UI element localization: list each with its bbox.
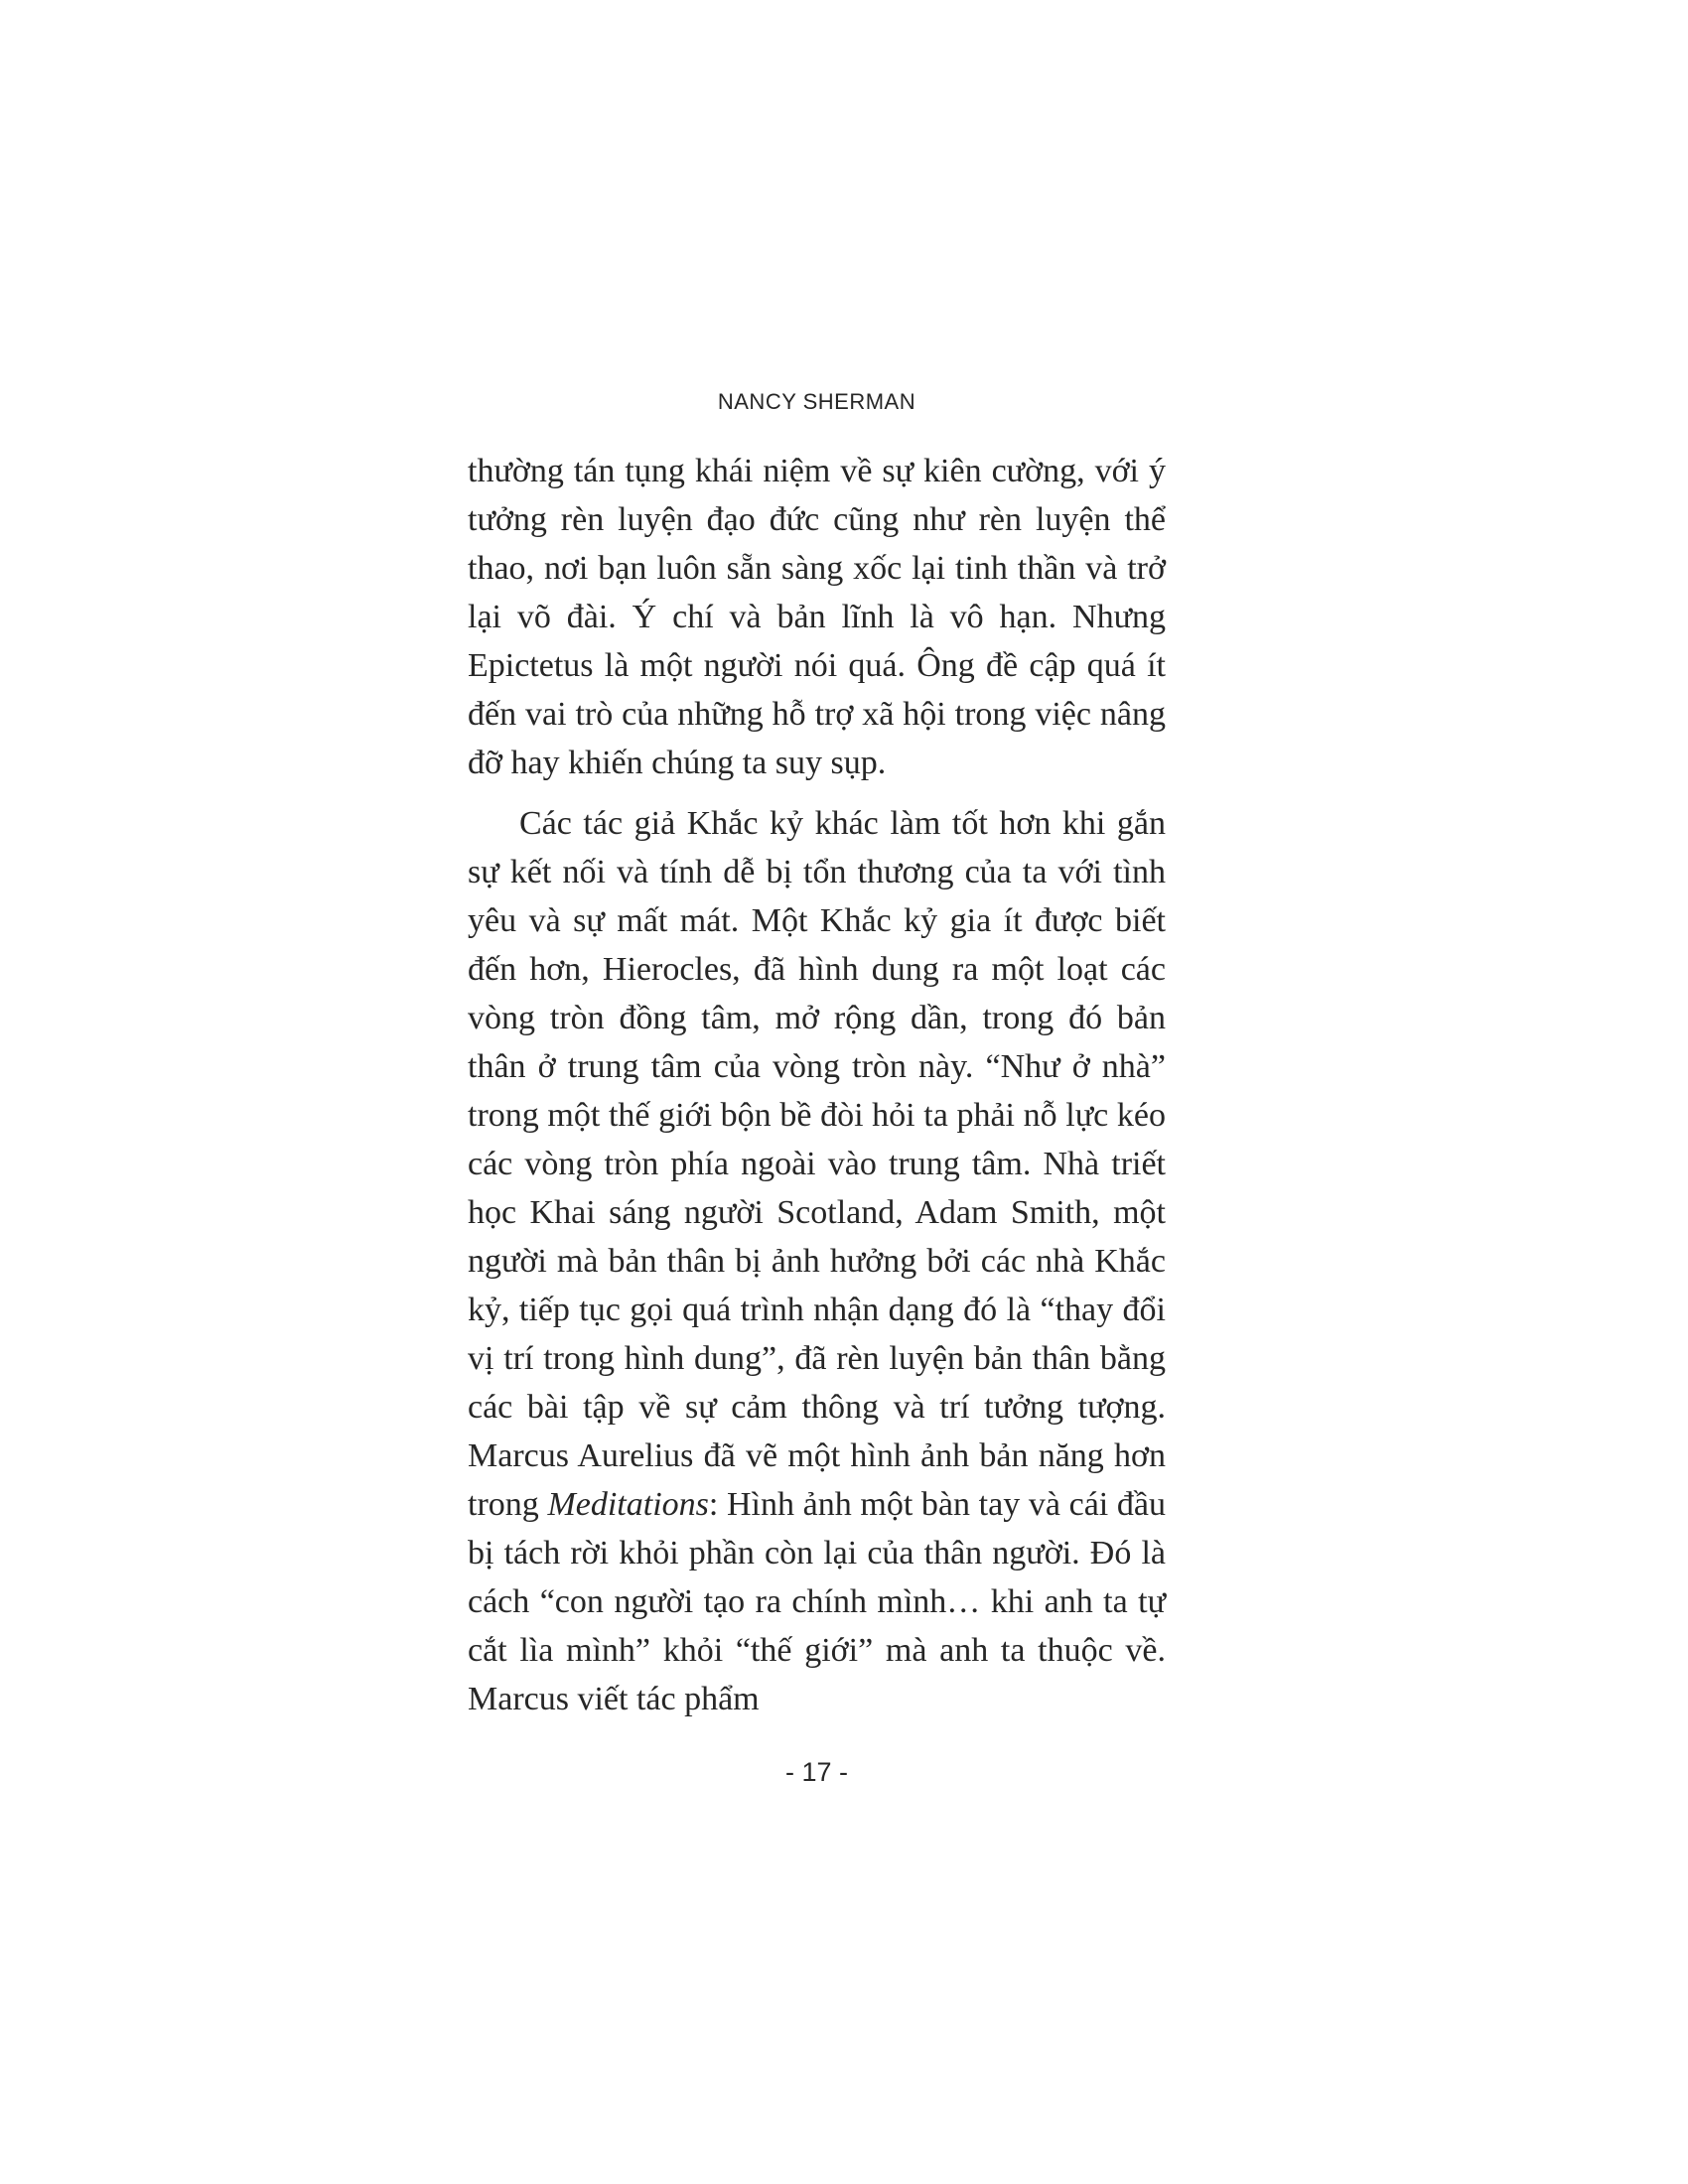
book-title-meditations: Meditations — [547, 1486, 709, 1523]
paragraph-2-text-start: Các tác giả Khắc kỷ khác làm tốt hơn khi gắn sự kết nối và tính dễ bị tổn thương của ta với tình yêu và sự mất mát. Một Khắc kỷ gia ít được biết đến hơn, Hierocles, đã hình dung ra một loạt các vòng tròn đồng tâm, mở rộng dần, trong đó bản thân ở trung tâm của vòng tròn này. “Như ở nhà” trong một thế giới bộn bề đòi hỏi ta phải nỗ lực kéo các vòng tròn phía ngoài vào trung tâm. Nhà triết học Khai sáng người Scotland, Adam Smith, một người mà bản thân bị ảnh hưởng bởi các nhà Khắc kỷ, tiếp tục gọi quá trình nhận dạng đó là “thay đổi vị trí trong hình dung”, đã rèn luyện bản thân bằng các bài tập về sự cảm thông và trí tưởng tượng. Marcus Aurelius đã vẽ một hình ảnh bản năng hơn trong — [468, 805, 1166, 1523]
paragraph-2-text-end: : Hình ảnh một bàn tay và cái đầu bị tách rời khỏi phần còn lại của thân người. Đó là cách “con người tạo ra chính mình… khi anh ta tự cắt lìa mình” khỏi “thế giới” mà anh ta thuộc về. Marcus viết tác phẩm — [468, 1486, 1166, 1717]
body-text — [468, 447, 1166, 1723]
page-number: - 17 - — [784, 1757, 849, 1787]
paragraph-1: thường tán tụng khái niệm về sự kiên cường, với ý tưởng rèn luyện đạo đức cũng như rèn luyện thể thao, nơi bạn luôn sẵn sàng xốc lại tinh thần và trở lại võ đài. Ý chí và bản lĩnh là vô hạn. Nhưng Epictetus là một người nói quá. Ông đề cập quá ít đến vai trò của những hỗ trợ xã hội trong việc nâng đỡ hay khiến chúng ta suy sụp. — [468, 453, 1166, 781]
paragraph-2 — [468, 799, 1166, 1723]
running-header: NANCY SHERMAN — [717, 389, 916, 414]
